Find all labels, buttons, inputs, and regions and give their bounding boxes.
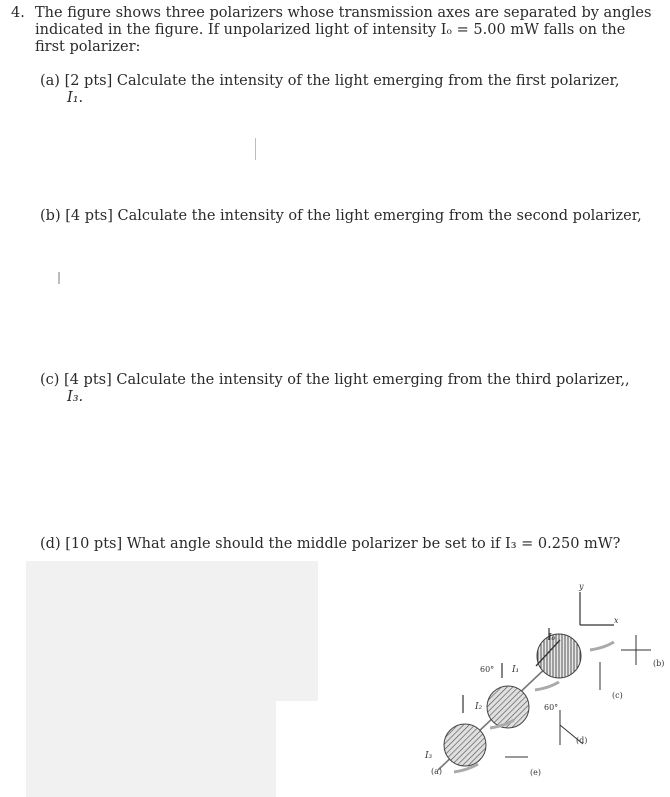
label-a: (a) xyxy=(431,767,443,776)
x-axis-label: x xyxy=(614,616,619,625)
angle-label-60-a: 60° xyxy=(480,665,495,674)
problem-number: 4. xyxy=(11,5,25,21)
label-d: (d) xyxy=(576,736,588,745)
y-axis-label: y xyxy=(579,582,584,591)
part-a-question: (a) [2 pts] Calculate the intensity of the light emerging from the first polarizer, xyxy=(40,73,620,89)
label-I3: I₃ xyxy=(425,751,433,761)
wavy-arrow xyxy=(590,642,614,650)
wavy-arrow xyxy=(535,682,559,690)
label-c: (c) xyxy=(612,691,623,700)
part-c-question: (c) [4 pts] Calculate the intensity of the light emerging from the third polarizer,, xyxy=(40,372,630,388)
label-I0: I₀ xyxy=(548,633,556,643)
label-e: (e) xyxy=(530,768,541,777)
angle-label-60-b: 60° xyxy=(544,703,559,712)
part-a-question-end: I₁. xyxy=(67,90,84,106)
problem-statement-line-3: first polarizer: xyxy=(35,39,141,55)
label-I2: I₂ xyxy=(475,702,483,712)
part-c-question-end: I₃. xyxy=(67,389,84,405)
label-I1: I₁ xyxy=(512,665,520,675)
label-b: (b) xyxy=(653,659,665,668)
part-b-question: (b) [4 pts] Calculate the intensity of the light emerging from the second polarizer, xyxy=(40,208,642,224)
problem-statement-line-1: The figure shows three polarizers whose transmission axes are separated by angles xyxy=(35,5,652,21)
problem-statement-line-2: indicated in the figure. If unpolarized light of intensity Iₒ = 5.00 mW falls on the xyxy=(35,22,626,38)
polarizer-disk-3 xyxy=(444,724,486,766)
part-d-question: (d) [10 pts] What angle should the middle polarizer be set to if I₃ = 0.250 mW? xyxy=(40,536,621,552)
